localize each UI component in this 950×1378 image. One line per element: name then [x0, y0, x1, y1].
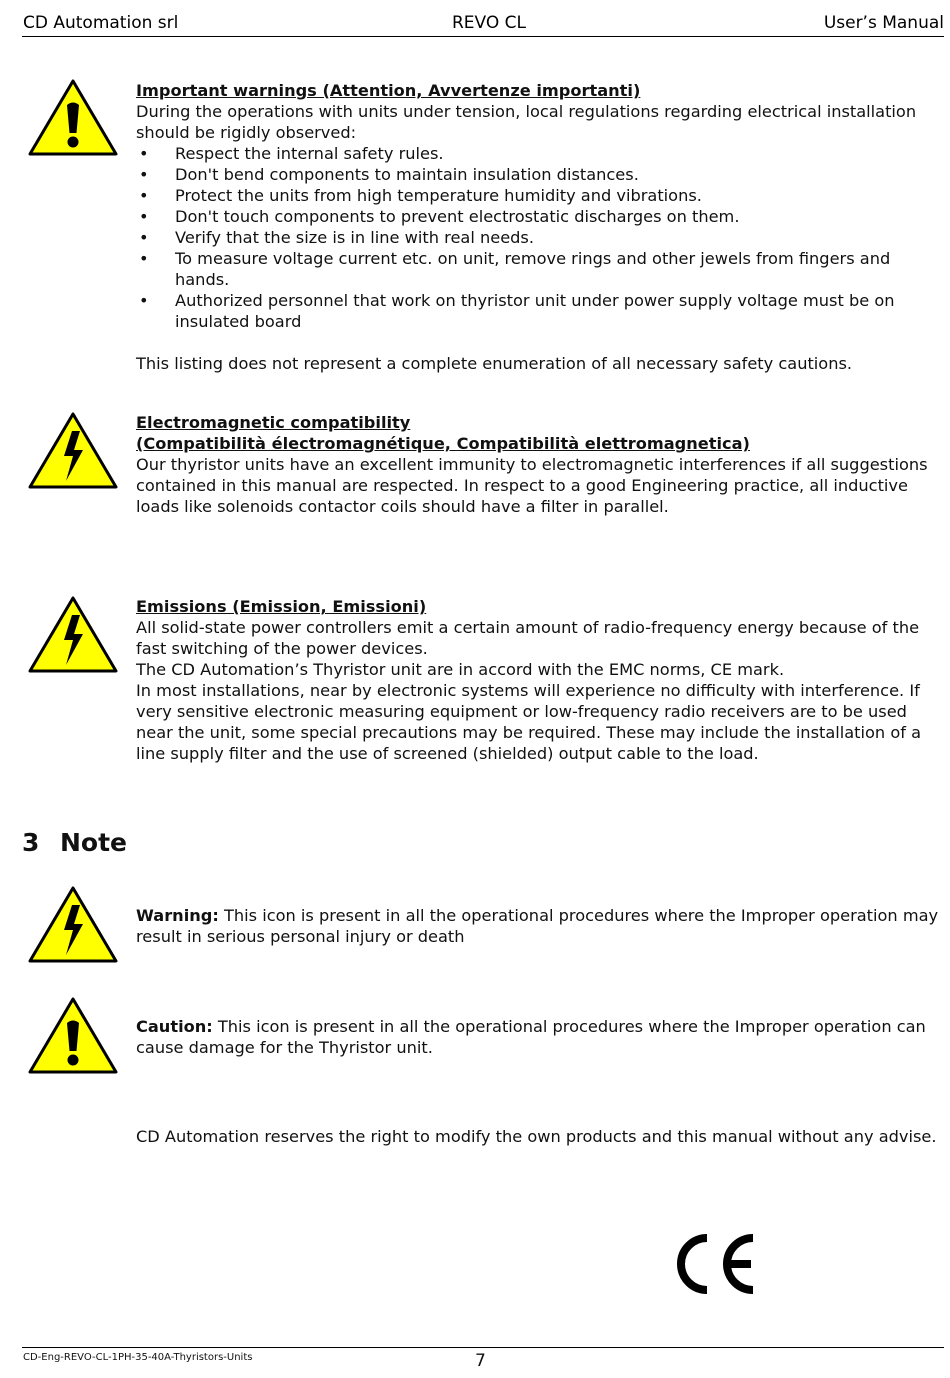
section-number: 3 — [22, 828, 40, 857]
emc-body: Our thyristor units have an excellent immunity to electromagnetic interferences if all suggestions contained in this manual are respected. In respect to a good Engineering practice, all inductive loads like solenoids contactor coils should have a filter in parallel. — [136, 455, 928, 516]
emc-section — [136, 412, 942, 517]
footer-doc-code: CD-Eng-REVO-CL-1PH-35-40A-Thyristors-Units — [23, 1352, 253, 1363]
note-caution-label: Caution: — [136, 1017, 213, 1036]
electrical-hazard-icon — [27, 411, 119, 491]
emissions-section — [136, 596, 942, 764]
important-warnings-heading: Important warnings (Attention, Avvertenze importanti) — [136, 81, 641, 100]
list-item: • Respect the internal safety rules. — [139, 144, 444, 163]
emc-subheading: (Compatibilità électromagnétique, Compatibilità elettromagnetica) — [136, 434, 750, 453]
warnings-closing-note: This listing does not represent a complete enumeration of all necessary safety cautions. — [136, 354, 853, 373]
header-doc-type: User’s Manual — [823, 13, 944, 33]
note-caution-text: This icon is present in all the operational procedures where the Improper operation can cause damage for the Thyristor unit. — [136, 1017, 926, 1057]
safety-rules-list — [136, 143, 942, 332]
note-warning-label: Warning: — [136, 906, 219, 925]
header-company: CD Automation srl — [23, 13, 179, 33]
page-footer — [22, 1347, 944, 1374]
ce-mark-logo — [673, 1230, 757, 1298]
emc-heading: Electromagnetic compatibility — [136, 413, 411, 432]
note-warning — [136, 905, 942, 947]
header-product: REVO CL — [452, 13, 527, 33]
page-header — [22, 12, 944, 37]
list-item: • To measure voltage current etc. on unit, remove rings and other jewels from fingers and hands. — [139, 249, 891, 289]
exclamation-warning-icon — [27, 78, 119, 158]
page-number: 7 — [475, 1351, 486, 1371]
emissions-heading: Emissions (Emission, Emissioni) — [136, 597, 427, 616]
emissions-paragraph: The CD Automation’s Thyristor unit are in accord with the EMC norms, CE mark. — [136, 660, 785, 679]
section-heading — [22, 828, 127, 857]
important-warnings-intro: During the operations with units under tension, local regulations regarding electrical installation should be rigidly observed: — [136, 102, 917, 142]
exclamation-warning-icon — [27, 996, 119, 1076]
list-item: • Verify that the size is in line with real needs. — [139, 228, 535, 247]
note-caution — [136, 1016, 942, 1058]
electrical-hazard-icon — [27, 885, 119, 965]
section-title: Note — [60, 828, 128, 857]
list-item: • Don't touch components to prevent electrostatic discharges on them. — [139, 207, 740, 226]
list-item: • Don't bend components to maintain insulation distances. — [139, 165, 639, 184]
emissions-paragraph: In most installations, near by electronic systems will experience no difficulty with interference. If very sensitive electronic measuring equipment or low-frequency radio receivers are to be used near the unit, some special precautions may be required. These may include the installation of a line supply filter and the use of screened (shielded) output cable to the load. — [136, 681, 922, 763]
note-warning-text: This icon is present in all the operational procedures where the Improper operation may result in serious personal injury or death — [136, 906, 939, 946]
important-warnings-section — [136, 80, 942, 374]
disclaimer — [136, 1126, 942, 1147]
disclaimer-text: CD Automation reserves the right to modify the own products and this manual without any advise. — [136, 1127, 937, 1146]
list-item: • Authorized personnel that work on thyristor unit under power supply voltage must be on insulated board — [139, 291, 895, 331]
emissions-paragraph: All solid-state power controllers emit a certain amount of radio-frequency energy because of the fast switching of the power devices. — [136, 618, 920, 658]
list-item: • Protect the units from high temperature humidity and vibrations. — [139, 186, 702, 205]
electrical-hazard-icon — [27, 595, 119, 675]
